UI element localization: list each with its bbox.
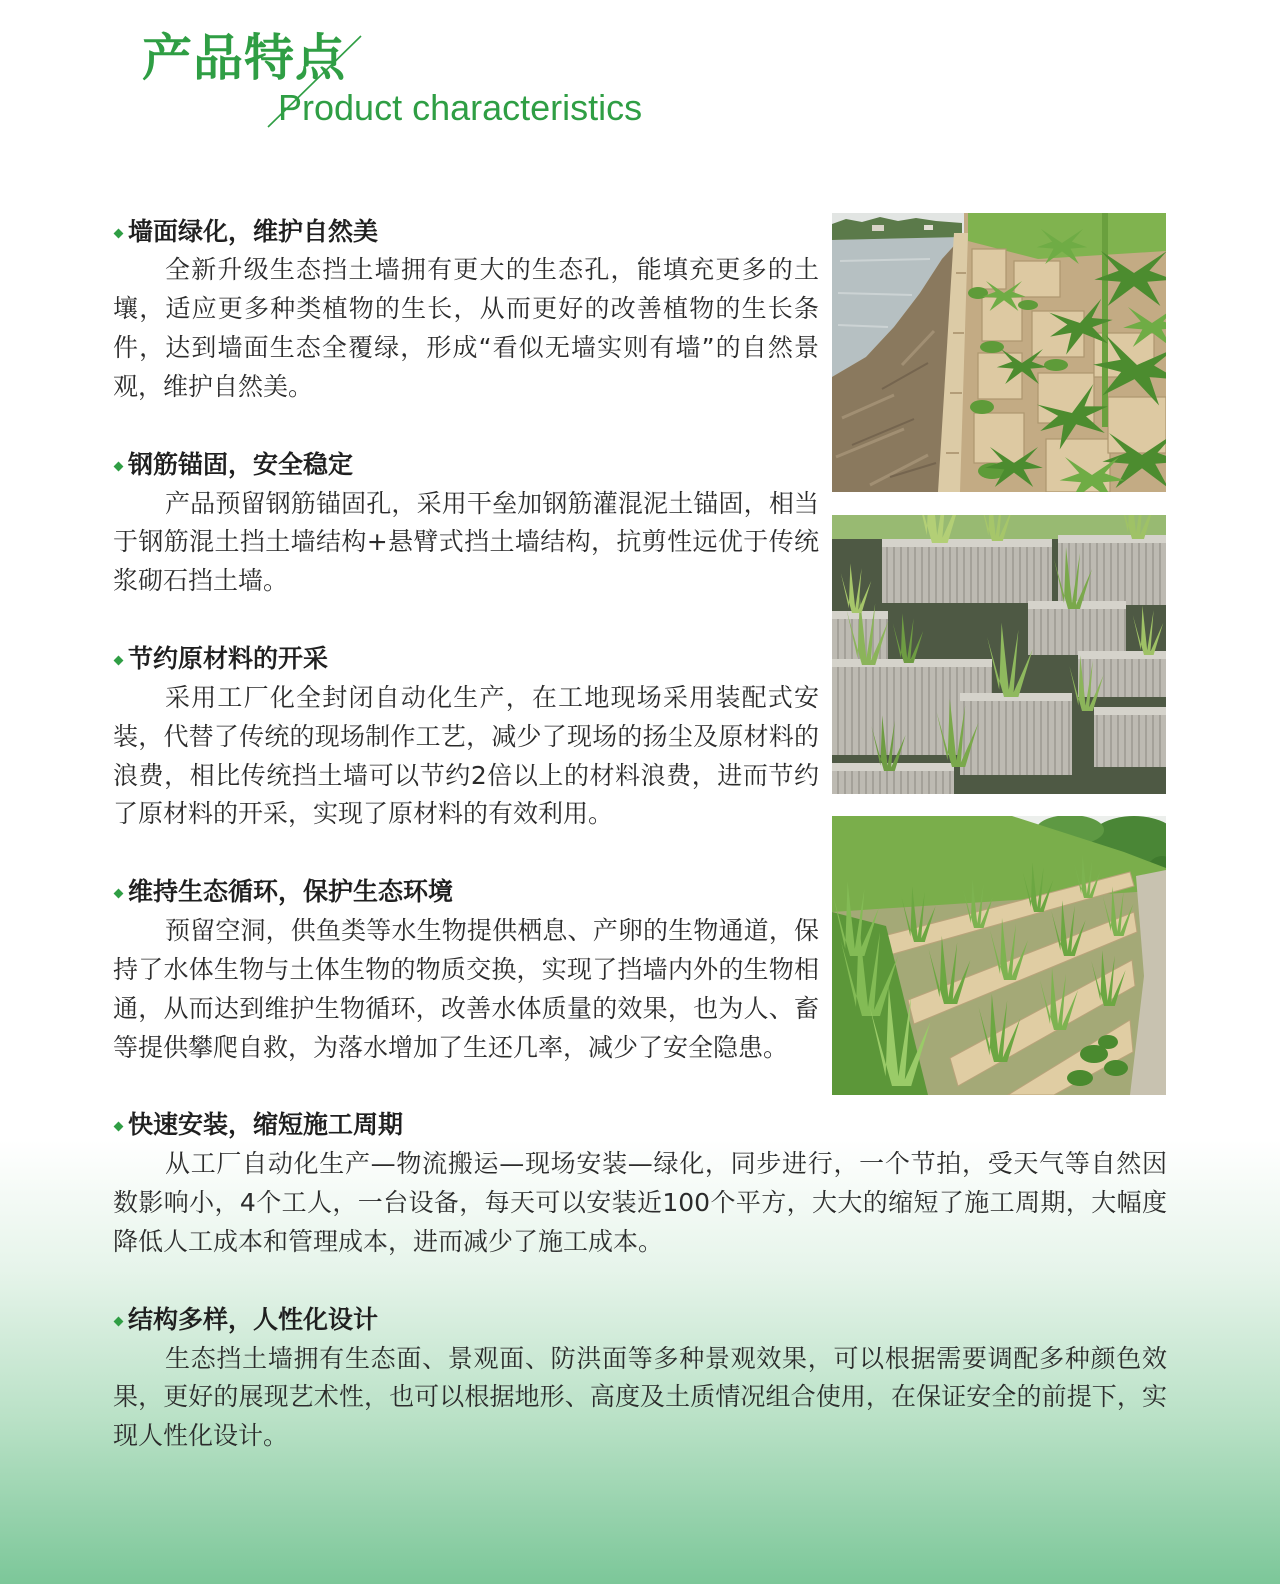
paragraph-line: 等提供攀爬自救，为落水增加了生还几率，减少了安全隐患。 bbox=[113, 1032, 789, 1062]
page-title-english: Product characteristics bbox=[278, 87, 643, 128]
paragraph-line: 数影响小，4个工人，一台设备，每天可以安装近100个平方，大大的缩短了施工周期，大幅度 bbox=[113, 1188, 1167, 1218]
paragraph-line: 果，更好的展现艺术性，也可以根据地形、高度及土质情况组合使用，在保证安全的前提下，实 bbox=[113, 1382, 1167, 1412]
paragraph-line: 了原材料的开采，实现了原材料的有效利用。 bbox=[113, 799, 614, 829]
paragraph-line: 装，代替了传统的现场制作工艺，减少了现场的扬尘及原材料的 bbox=[113, 721, 819, 751]
paragraph-line: 件，达到墙面生态全覆绿，形成“看似无墙实则有墙”的自然景 bbox=[113, 333, 819, 363]
page-title-chinese: 产品特点 bbox=[142, 28, 346, 87]
section-heading-text: 节约原材料的开采 bbox=[128, 644, 329, 674]
paragraph-line: 于钢筋混土挡土墙结构+悬臂式挡土墙结构，抗剪性远优于传统 bbox=[113, 527, 819, 557]
section-heading-text: 快速安装，缩短施工周期 bbox=[128, 1110, 404, 1140]
paragraph-line: 降低人工成本和管理成本，进而减少了施工成本。 bbox=[113, 1226, 664, 1256]
photo-concrete-blocks-grass bbox=[832, 515, 1166, 794]
paragraph-line: 从工厂自动化生产—物流搬运—现场安装—绿化，同步进行，一个节拍，受天气等自然因 bbox=[165, 1149, 1167, 1179]
paragraph-line: 采用工厂化全封闭自动化生产，在工地现场采用装配式安 bbox=[165, 682, 819, 712]
diamond-bullet-icon bbox=[114, 461, 124, 471]
section-heading-text: 钢筋锚固，安全稳定 bbox=[128, 449, 354, 479]
section-heading-text: 结构多样，人性化设计 bbox=[128, 1304, 379, 1334]
diamond-bullet-icon bbox=[114, 1316, 124, 1326]
section-fast-installation bbox=[113, 1106, 1167, 1261]
far-bank bbox=[832, 213, 964, 240]
section-heading bbox=[113, 1106, 1167, 1145]
section-heading-text: 维持生态循环，保护生态环境 bbox=[128, 877, 454, 907]
paragraph-line: 产品预留钢筋锚固孔，采用干垒加钢筋灌混泥土锚固，相当 bbox=[165, 488, 819, 518]
paragraph-line: 浆砌石挡土墙。 bbox=[113, 566, 289, 596]
diamond-bullet-icon bbox=[114, 656, 124, 666]
section-diverse-structure bbox=[113, 1301, 1167, 1456]
photo-terraced-eco-wall bbox=[832, 816, 1166, 1095]
diamond-bullet-icon bbox=[114, 1122, 124, 1132]
section-heading-text: 墙面绿化，维护自然美 bbox=[128, 216, 379, 246]
paragraph-line: 浪费，相比传统挡土墙可以节约2倍以上的材料浪费，进而节约 bbox=[113, 760, 819, 790]
photo-riverbank-eco-wall bbox=[832, 213, 1166, 492]
paragraph-line: 观，维护自然美。 bbox=[113, 372, 314, 402]
paragraph-line: 全新升级生态挡土墙拥有更大的生态孔，能填充更多的土 bbox=[165, 255, 819, 285]
paragraph-line: 现人性化设计。 bbox=[113, 1421, 289, 1451]
section-heading bbox=[113, 1301, 1167, 1340]
paragraph-line: 生态挡土墙拥有生态面、景观面、防洪面等多种景观效果，可以根据需要调配多种颜色效 bbox=[165, 1343, 1167, 1373]
paragraph-line: 壤，适应更多种类植物的生长，从而更好的改善植物的生长条 bbox=[113, 294, 819, 324]
paragraph-line: 通，从而达到维护生物循环，改善水体质量的效果，也为人、畜 bbox=[113, 993, 819, 1023]
paragraph-line: 预留空洞，供鱼类等水生物提供栖息、产卵的生物通道，保 bbox=[165, 916, 819, 946]
diamond-bullet-icon bbox=[114, 228, 124, 238]
diamond-bullet-icon bbox=[114, 889, 124, 899]
paragraph-line: 持了水体生物与土体生物的物质交换，实现了挡墙内外的生物相 bbox=[113, 954, 819, 984]
title-diagonal-rule bbox=[0, 0, 700, 140]
